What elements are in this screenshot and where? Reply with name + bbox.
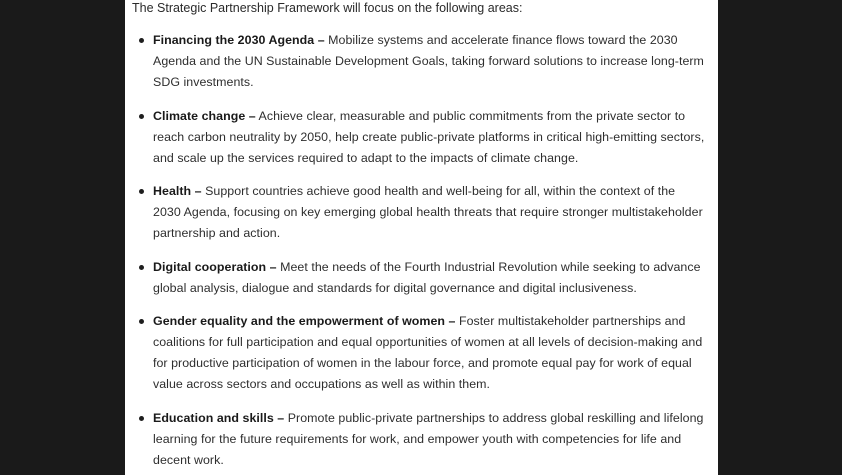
item-description: Mobilize systems and accelerate finance flows toward the 2030 Agenda and the UN Sustainable Development Goals, taking forward solutions to increase long-term SDG investments. bbox=[153, 33, 704, 89]
document-page bbox=[125, 0, 718, 475]
item-description: Foster multistakeholder partnerships and coalitions for full participation and equal opportunities of women at all levels of decision-making and for productive participation of women in the labour force, and promote equal pay for work of equal value across sectors and occupations as well as within them. bbox=[153, 314, 703, 391]
item-description: Support countries achieve good health and well-being for all, within the context of the 2030 Agenda, focusing on key emerging global health threats that require stronger multistakeholder partnership and action. bbox=[153, 184, 703, 240]
focus-areas-list bbox=[133, 30, 705, 475]
item-term: Gender equality and the empowerment of women – bbox=[153, 314, 456, 328]
item-description: Promote public-private partnerships to address global reskilling and lifelong learning for the future requirements for work, and empower youth with competencies for life and decent work. bbox=[153, 410, 704, 467]
list-item-gender bbox=[133, 311, 705, 395]
bullet-icon bbox=[139, 114, 144, 119]
item-term: Health – bbox=[153, 184, 202, 198]
bullet-icon bbox=[139, 38, 144, 43]
bullet-icon bbox=[139, 416, 144, 421]
item-description: Achieve clear, measurable and public commitments from the private sector to reach carbon neutrality by 2050, help create public-private platforms in critical high-emitting sectors, and scale up the services required to adapt to the impacts of climate change. bbox=[153, 108, 705, 165]
item-term: Financing the 2030 Agenda – bbox=[153, 33, 325, 47]
bullet-icon bbox=[139, 189, 144, 194]
list-item-financing bbox=[133, 30, 705, 93]
item-term: Climate change – bbox=[153, 108, 256, 123]
list-item-health bbox=[133, 181, 705, 244]
bullet-icon bbox=[139, 265, 144, 270]
bullet-icon bbox=[139, 319, 144, 324]
item-description: Meet the needs of the Fourth Industrial Revolution while seeking to advance global analysis, dialogue and standards for digital governance and digital inclusiveness. bbox=[153, 259, 701, 295]
intro-text: The Strategic Partnership Framework will focus on the following areas: bbox=[132, 1, 523, 15]
list-item-education bbox=[133, 408, 705, 471]
item-term: Education and skills – bbox=[153, 410, 285, 425]
item-term: Digital cooperation – bbox=[153, 259, 277, 274]
list-item-digital bbox=[133, 257, 705, 299]
list-item-climate bbox=[133, 106, 705, 169]
